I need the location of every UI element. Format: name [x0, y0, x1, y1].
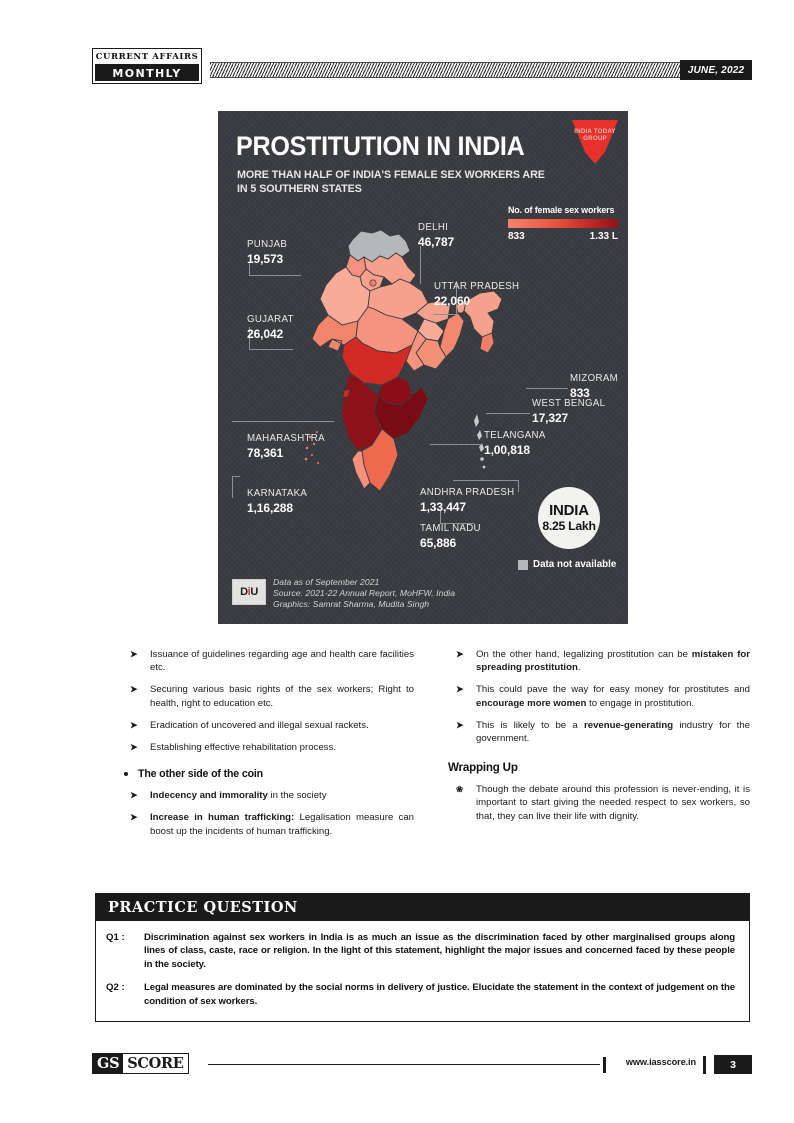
state-name: DELHI — [418, 222, 449, 233]
list-item-text: Establishing effective rehabilitation process. — [150, 742, 336, 754]
arrow-bullet-icon: ➤ — [456, 649, 464, 659]
practice-question-heading: PRACTICE QUESTION — [96, 894, 749, 921]
state-name: TELANGANA — [484, 430, 546, 441]
state-label-gujarat — [247, 314, 296, 340]
state-name: ANDHRA PRADESH — [420, 487, 515, 498]
page-header — [92, 48, 752, 90]
question-label: Q1 : — [106, 932, 125, 943]
arrow-bullet-icon: ➤ — [130, 812, 138, 823]
data-not-available-legend — [518, 559, 616, 570]
credits-graphics: Graphics: Samrat Sharma, Mudita Singh — [273, 598, 430, 609]
state-label-andhra-pradesh — [420, 487, 519, 513]
infographic-title: PROSTITUTION IN INDIA — [236, 131, 525, 161]
wrapping-up-list — [448, 783, 750, 823]
legend-min-value: 833 — [508, 231, 525, 242]
state-label-west-bengal — [532, 398, 609, 424]
state-label-mizoram — [570, 373, 621, 399]
arrow-bullet-icon: ➤ — [456, 719, 464, 730]
india-map-svg — [298, 229, 513, 569]
arrow-bullet-icon: ➤ — [130, 742, 138, 753]
current-affairs-logo — [92, 48, 202, 84]
list-item — [448, 719, 750, 745]
state-label-karnataka — [247, 488, 310, 514]
state-value: 1,33,447 — [420, 499, 466, 514]
state-value: 26,042 — [247, 326, 284, 341]
state-value: 65,886 — [420, 535, 457, 550]
list-item — [122, 648, 414, 674]
leader-line-telangana — [430, 444, 482, 445]
state-name: KARNATAKA — [247, 488, 308, 499]
list-item-text: Eradication of uncovered and illegal sexual rackets. — [150, 719, 369, 731]
list-item-text: This is likely to be a — [476, 719, 585, 731]
list-item — [448, 648, 750, 674]
footer-tick-right — [703, 1056, 706, 1074]
state-value: 833 — [570, 385, 590, 400]
state-name: UTTAR PRADESH — [434, 281, 520, 292]
list-item-text-post: to engage in prostitution. — [586, 697, 695, 709]
credits-date: Data as of September 2021 — [273, 577, 380, 587]
practice-question-box — [95, 893, 750, 1022]
india-total-badge — [538, 487, 600, 549]
leader-line-karnataka-v — [232, 476, 233, 498]
list-item — [122, 683, 414, 709]
india-today-group-logo — [570, 116, 620, 170]
leader-line-maharashtra — [232, 421, 334, 422]
list-item-bold: encourage more women — [476, 697, 587, 709]
india-badge-value: 8.25 Lakh — [542, 519, 596, 533]
state-label-punjab — [247, 239, 289, 265]
list-item — [122, 741, 414, 754]
round-bullet-icon — [124, 772, 128, 776]
state-name: MIZORAM — [570, 373, 619, 384]
state-value: 22,060 — [434, 293, 471, 308]
list-item-text: Legalisation measure can boost up the incidents of human trafficking. — [150, 812, 415, 837]
list-item — [448, 683, 750, 709]
india-choropleth-map — [298, 229, 513, 569]
left-content-column — [122, 648, 414, 847]
list-item-text: Issuance of guidelines regarding age and health care facilities etc. — [150, 649, 414, 674]
question-label: Q2 : — [106, 982, 125, 994]
legend-title: No. of female sex workers — [508, 205, 615, 215]
question-text: Legal measures are dominated by the social norms in delivery of justice. Elucidate the statement in the context of judgement on the condition of sex workers. — [144, 982, 735, 1007]
state-value: 1,16,288 — [247, 500, 293, 515]
header-hatch-divider — [210, 62, 680, 78]
state-value: 78,361 — [247, 445, 284, 460]
arrow-bullet-icon: ➤ — [456, 684, 464, 695]
gsscore-logo-score: SCORE — [123, 1054, 187, 1073]
arrow-bullet-icon: ➤ — [130, 684, 138, 695]
infographic-credits — [273, 577, 455, 609]
page-footer — [92, 1053, 752, 1079]
left-sub-bullet-list — [122, 789, 414, 838]
leader-line-gujarat — [249, 349, 293, 350]
state-value: 17,327 — [532, 410, 569, 425]
arrow-bullet-icon: ➤ — [130, 790, 138, 801]
list-item — [122, 719, 414, 732]
state-label-delhi — [418, 222, 454, 248]
list-item-bold: Indecency and immorality — [150, 790, 268, 802]
diu-logo-text: DiU — [240, 586, 258, 598]
list-item-bold: Increase in human trafficking: — [150, 812, 295, 824]
arrow-bullet-icon: ➤ — [130, 649, 138, 659]
state-name: GUJARAT — [247, 314, 294, 325]
footer-tick-left — [603, 1057, 606, 1073]
state-label-maharashtra — [247, 433, 329, 459]
list-item-bold: mistaken for spreading prostitution — [476, 649, 750, 674]
arrow-bullet-icon: ➤ — [130, 719, 138, 730]
leader-line-punjab — [249, 275, 301, 276]
legend-gradient-bar — [508, 219, 618, 228]
state-name: WEST BENGAL — [532, 398, 606, 409]
leader-line-karnataka — [232, 476, 240, 477]
section-heading-wrapping-up: Wrapping Up — [448, 761, 518, 775]
right-content-column — [448, 648, 750, 832]
state-name: PUNJAB — [247, 239, 288, 250]
question-row — [106, 931, 735, 971]
prostitution-in-india-infographic — [218, 111, 628, 624]
gsscore-logo-gs: GS — [93, 1054, 123, 1073]
question-row — [106, 981, 735, 1008]
legend-max-value: 1.33 L — [589, 231, 618, 242]
state-value: 19,573 — [247, 251, 284, 266]
list-item-text: This could pave the way for easy money for prostitutes and — [476, 684, 750, 696]
legend-values — [508, 231, 618, 242]
list-item-text: Though the debate around this profession is never-ending, it is important to start giving the needed respect to sex workers, so that, they can live their life with dignity. — [476, 784, 750, 822]
state-label-uttar-pradesh — [434, 281, 524, 307]
delhi-marker — [370, 280, 376, 286]
flower-bullet-icon: ❀ — [456, 784, 464, 795]
footer-rule — [208, 1064, 600, 1065]
right-bullet-list — [448, 648, 750, 745]
leader-line-delhi — [420, 246, 421, 284]
section-heading-text: The other side of the coin — [138, 768, 263, 781]
section-heading-other-side — [122, 768, 414, 780]
state-label-telangana — [484, 430, 549, 456]
state-value-delhi: 46,787 — [418, 234, 455, 249]
india-badge-label: INDIA — [549, 502, 589, 519]
list-item — [122, 789, 414, 802]
list-item-text: Securing various basic rights of the sex workers; Right to health, right to education etc. — [150, 684, 414, 709]
leader-line-mizoram — [526, 388, 568, 389]
leader-line-andhra — [453, 480, 518, 481]
footer-page-number: 3 — [714, 1055, 752, 1074]
map-legend — [508, 205, 618, 242]
practice-question-body — [96, 921, 749, 1021]
state-value: 1,00,818 — [484, 442, 530, 457]
list-item — [448, 783, 750, 823]
credits-source: Source: 2021-22 Annual Report, MoHFW, India — [273, 587, 456, 598]
list-item-bold: revenue-generating — [584, 719, 674, 731]
logo-line-current-affairs: CURRENT AFFAIRS — [95, 51, 199, 65]
list-item — [122, 811, 414, 837]
question-text: Discrimination against sex workers in India is as much an issue as the discrimination faced by other marginalised groups along lines of class, caste, race or religion. In the light of this statement, highlight the major issues and concerned faced by these people in the society. — [144, 932, 735, 970]
logo-line-monthly: MONTHLY — [95, 65, 199, 81]
header-issue-date: JUNE, 2022 — [680, 60, 752, 80]
grey-swatch-icon — [518, 560, 528, 570]
gsscore-logo[interactable] — [92, 1053, 189, 1074]
state-name: MAHARASHTRA — [247, 433, 325, 444]
list-item-text: in the society — [267, 790, 327, 802]
list-item-text-post: industry for the government. — [476, 719, 750, 745]
state-name: TAMIL NADU — [420, 523, 481, 534]
diu-logo — [232, 579, 266, 605]
infographic-subtitle: MORE THAN HALF OF INDIA'S FEMALE SEX WORKERS ARE IN 5 SOUTHERN STATES — [237, 169, 545, 195]
footer-website-url[interactable]: www.iasscore.in — [625, 1057, 696, 1067]
list-item-text: On the other hand, legalizing prostitution can be — [476, 649, 692, 660]
leader-line-westbengal — [486, 413, 530, 414]
data-not-available-label: Data not available — [533, 559, 617, 570]
india-today-group-label: INDIA TODAY GROUP — [574, 128, 616, 142]
list-item-text-post: . — [577, 662, 581, 674]
leader-line-uttarpradesh-h — [434, 314, 457, 315]
state-label-tamil-nadu — [420, 523, 484, 549]
left-bullet-list — [122, 648, 414, 754]
